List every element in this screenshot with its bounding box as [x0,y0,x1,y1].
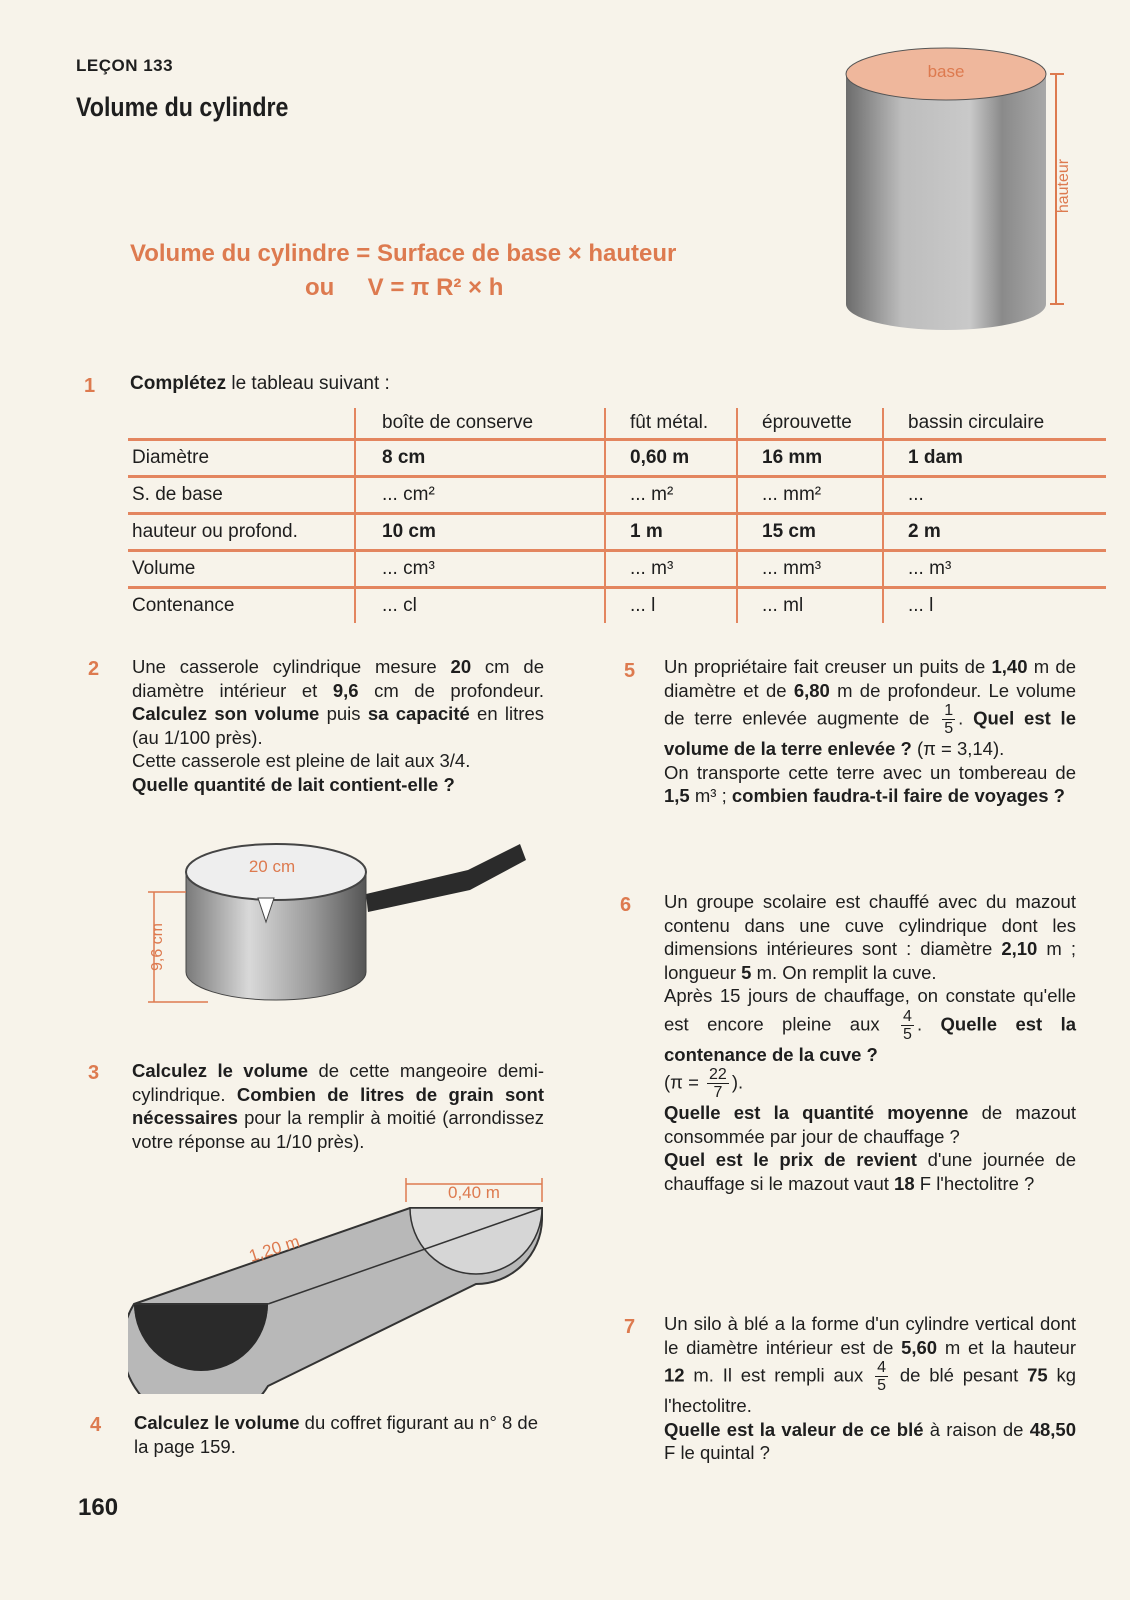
row-label: Contenance [128,588,355,624]
ex1-instruction: Complétez le tableau suivant : [130,373,390,394]
table-row [128,514,1106,551]
table-cell: ... mm² [737,477,883,514]
formula-line-2: ou V = π R² × h [305,274,504,301]
saucepan-diameter-label: 20 cm [248,857,296,876]
table-cell: ... cl [355,588,605,624]
row-label: Volume [128,551,355,588]
page-number: 160 [78,1494,119,1521]
table-cell: ... m³ [883,551,1106,588]
table-cell: 16 mm [737,440,883,477]
ex5-text: Un propriétaire fait creuser un puits de 1,40 m de diamètre et de 6,80 m de profondeur. Le volume de terre enlevée augmente de $\frac{1}{5}$ . Quel est le volume de la terre enlevée ? (π = 3,14). On transporte cette terre avec un tombereau de 1,5 m³ ; combien faudra-t-il faire de voyages ? [664,656,1076,806]
ex6-pi-fraction: $\frac{22}{7}$ [709,1066,727,1101]
table-cell: ... l [605,588,737,624]
ex6-text: Un groupe scolaire est chauffé avec du mazout contenu dans une cuve cylindrique dont les dimensions intérieures sont : diamètre 2,10 m ; longueur 5 m. On remplit la cuve. Après 15 jours de chauffage, on constate qu'elle est encore pleine aux $\frac{4}{5}$ . Quelle est la contenance de la cuve ? (π = $\frac{22}{7}$ ). Quelle est la quantité moyenne de mazout consommée par jour de chauffage ? Quel est le prix de revient d'une journée de chauffage si le mazout vaut 18 F l'hectolitre ? [664,891,1077,1194]
table-row [128,477,1106,514]
table-cell: ... m³ [605,551,737,588]
row-label: S. de base [128,477,355,514]
cylinder-height-label: hauteur [1055,158,1072,214]
table-row [128,551,1106,588]
ex6-fraction: $\frac{4}{5}$ [903,1007,912,1043]
cylinder-figure [838,46,1078,346]
table-cell: ... cm³ [355,551,605,588]
table-cell: ... l [883,588,1106,624]
column-header: boîte de conserve [355,408,605,440]
trough-length-label: 1,20 m [246,1231,302,1266]
table-cell: ... [883,477,1106,514]
row-label: Diamètre [128,440,355,477]
ex5-fraction: $\frac{1}{5}$ [944,702,954,737]
table-cell: ... mm³ [737,551,883,588]
ex5-number: 5 [624,660,636,682]
row-label: hauteur ou profond. [128,514,355,551]
column-header: fût métal. [605,408,737,440]
table-row [128,588,1106,624]
table-header-row [128,408,1106,440]
table-cell: 1 m [605,514,737,551]
saucepan-depth-label: 9,6 cm [149,922,166,972]
ex2-number: 2 [88,658,100,680]
ex4-number: 4 [90,1414,102,1436]
table-cell: 1 dam [883,440,1106,477]
table-cell: 15 cm [737,514,883,551]
ex7-fraction: $\frac{4}{5}$ [877,1359,887,1394]
table-cell: 2 m [883,514,1106,551]
trough-figure [128,1174,548,1394]
table-cell: 8 cm [355,440,605,477]
lesson-label: LEÇON 133 [76,56,174,75]
ex4-text: Calculez le volume du coffret figurant au n° 8 de la page 159. [134,1412,539,1457]
cylinder-base-label: base [927,62,965,81]
column-header: bassin circulaire [883,408,1106,440]
ex3-text: Calculez le volume de cette mangeoire demi-cylindrique. Combien de litres de grain sont nécessaires pour la remplir à moitié (arrondissez votre réponse au 1/10 près). [132,1060,544,1152]
ex6-number: 6 [620,894,632,916]
table-cell: ... m² [605,477,737,514]
table-cell: ... ml [737,588,883,624]
table-row [128,440,1106,477]
table-cell: 0,60 m [605,440,737,477]
formula-line-1: Volume du cylindre = Surface de base × hauteur [130,240,677,267]
ex7-text: Un silo à blé a la forme d'un cylindre vertical dont le diamètre intérieur est de 5,60 m et la hauteur 12 m. Il est rempli aux $\frac{4}{5}$ de blé pesant 75 kg l'hectolitre. Quelle est la valeur de ce blé à raison de 48,50 F le quintal ? [664,1313,1076,1463]
trough-width-label: 0,40 m [448,1183,500,1202]
table-cell: ... cm² [355,477,605,514]
ex3-number: 3 [88,1062,100,1084]
saucepan-figure [148,832,538,1032]
page-title: Volume du cylindre [76,92,289,122]
table-cell: 10 cm [355,514,605,551]
ex1-number: 1 [84,375,96,397]
ex2-text: Une casserole cylindrique mesure 20 cm de diamètre intérieur et 9,6 cm de profondeur. Calculez son volume puis sa capacité en litres (au 1/100 près). Cette casserole est pleine de lait aux 3/4. Quelle quantité de lait contient-elle ? [132,656,544,795]
column-header: éprouvette [737,408,883,440]
ex7-number: 7 [624,1316,636,1338]
exercise-table [128,408,1106,623]
